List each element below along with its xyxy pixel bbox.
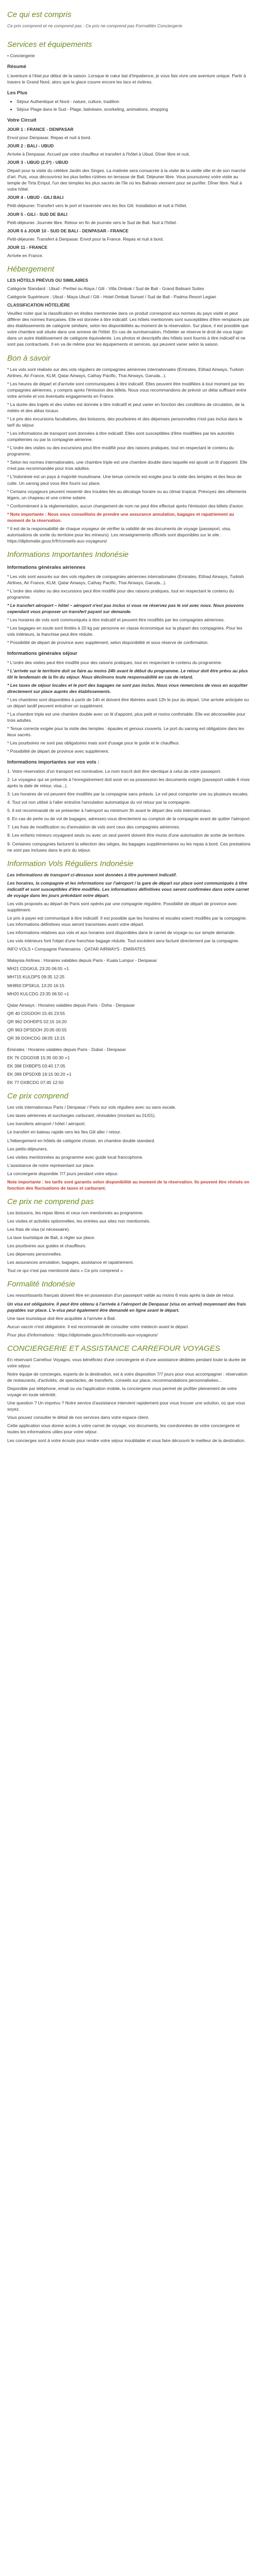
paragraph: Emirates : Horaires valables depuis Paris - Dubaï - Denpasar [7, 1046, 126, 1052]
section-title-ce-prix-ne-comprend-pas: Ce prix ne comprend pas [7, 1197, 94, 1206]
paragraph: 2. Le voyageur qui se présente à l'enregistrement doit avoir en sa possession les documents exigés (passeport valide 6 mois après la date de retour, visa...). [7, 777, 250, 789]
paragraph: EK 399 DPSDXB 19:15 00:20 +1 [7, 1072, 72, 1077]
paragraph: Envol pour Denpasar. Repas et nuit à bord. [7, 134, 92, 140]
paragraph: QR 40 CDGDOH 15:45 23:55 [7, 1010, 65, 1016]
paragraph: * Conformément à la réglementation, aucun changement de nom ne peut être effectué après l'émission des billets d'avion. [7, 503, 245, 509]
paragraph: Une question ? Un imprévu ? Notre service d'assistance intervient rapidement pour vous trouver une solution, où que vous soyez. [7, 1400, 245, 1412]
paragraph: Arrivée à Denpasar. Accueil par votre chauffeur et transfert à l'hôtel à Ubud. Dîner libre et nuit. [7, 151, 190, 157]
paragraph: Malaysia Airlines : Horaires valables depuis Paris - Kuala Lumpur - Denpasar [7, 958, 157, 963]
paragraph: * Les heures de départ et d'arrivée sont communiquées à titre indicatif. Elles peuvent être modifiées à tout moment par les compagnies aériennes, y compris après l'émission des billets. Nous vous recommandons de prévoir un délai suffisant entre votre arrivée et vos éventuels engagements en France. [7, 381, 247, 399]
section-title-formalite-indonesie: Formalité Indonésie [7, 1280, 75, 1289]
paragraph: 7. Les frais de modification ou d'annulation de vols sont ceux des compagnies aériennes. [7, 824, 181, 830]
paragraph: 3. Les horaires de vol peuvent être modifiés par la compagnie sans préavis. Le vol peut comporter une ou plusieurs escales. [7, 791, 249, 797]
paragraph: EK 76 CDGDXB 15:35 00:30 +1 [7, 1055, 70, 1061]
paragraph: * Les bagages en soute sont limités à 20 kg par personne en classe économique sur la plupart des compagnies. Pour les vols intérieurs, la franchise peut être réduite. [7, 625, 243, 637]
paragraph: CLASSIFICATION HÔTELIÈRE [7, 302, 70, 308]
paragraph: 6. En cas de perte ou de vol de bagages, adressez-vous directement au comptoir de la compagnie avant de quitter l'aéroport. [7, 816, 251, 822]
paragraph: Qatar Airways : Horaires valables depuis Paris - Doha - Denpasar [7, 1002, 135, 1008]
paragraph: MH20 KULCDG 23:35 06:50 +1 [7, 991, 69, 996]
paragraph: Les taxes aériennes et surcharges carburant, révisables (montant au 01/01). [7, 1113, 156, 1118]
paragraph: * Les vols sont réalisés sur des vols réguliers de compagnies aériennes internationales (Emirates, Etihad Airways, Turkish Airlines, Air France, KLM, Qatar Airways, Cathay Pacific, Thai Airways, Garuda...). [7, 366, 244, 378]
paragraph: 8. Les enfants mineurs voyageant seuls ou avec un seul parent doivent être munis d'une autorisation de sortie de territoire. [7, 833, 246, 838]
section-title-conciergerie-et-assistance-carrefour-voyages: CONCIERGERIE ET ASSISTANCE CARREFOUR VOYAGES [7, 1344, 220, 1353]
paragraph: * Note importante : Nous vous conseillons de prendre une assurance annulation, bagages et rapatriement au moment de la réservation. [7, 511, 234, 523]
paragraph: Le prix à payer est communiqué à titre indicatif. Il est possible que les horaires et escales soient modifiés par la compagnie. Les informations définitives vous seront transmises avant votre départ. [7, 916, 247, 927]
paragraph: JOUR 2 : BALI - UBUD [7, 143, 54, 148]
section-title-services-et-equipements: Services et équipements [7, 40, 92, 49]
paragraph: JOUR 4 - UBUD - GILI BALI [7, 195, 64, 200]
paragraph: * Les taxes de séjour locales et le port des bagages ne sont pas inclus. Nous vous remercions de vous en acquitter directement sur place auprès des établissements. [7, 682, 248, 694]
section-title-bon-a-savoir: Bon à savoir [7, 353, 51, 363]
paragraph: JOUR 6 à JOUR 10 - SUD DE BALI - DENPASAR - FRANCE [7, 228, 129, 233]
paragraph: Petit-déjeuner. Transfert à Denpasar. Envol pour la France. Repas et nuit à bord. [7, 236, 164, 242]
paragraph: * Possibilité de départ de province avec supplément. [7, 749, 109, 754]
paragraph: Les boissons, les repas libres et ceux non mentionnés au programme. [7, 1210, 144, 1215]
paragraph: QR 39 DOHCDG 08:05 13:15 [7, 1035, 65, 1041]
paragraph: Notre équipe de concierges, experts de la destination, est à votre disposition 7/7 jours pour vous accompagner : réservation de restaurants, d'activités, de spectacles, de transferts, conseils sur place, recommandations personnalisées... [7, 1371, 248, 1383]
paragraph: Les dépenses personnelles. [7, 1251, 62, 1257]
paragraph: * Les horaires de vols sont communiqués à titre indicatif et peuvent être modifiés par les compagnies aériennes. [7, 617, 225, 622]
paragraph: L'assistance de notre représentant sur place. [7, 1162, 95, 1168]
paragraph: * Tenue correcte exigée pour la visite des temples : épaules et genoux couverts. Le port du sarong est obligatoire dans les lieux sacrés. [7, 726, 245, 738]
subheading: Informations générales aériennes [7, 565, 86, 571]
section-title-information-vols-reguliers-indonesie: Information Vols Réguliers Indonésie [7, 859, 134, 868]
paragraph: QR 963 DPSDOH 20:05 00:55 [7, 1027, 67, 1032]
paragraph: Les vols intérieurs font l'objet d'une franchise bagage réduite. Tout excédent sera facturé directement par la compagnie. [7, 938, 239, 944]
paragraph: Catégorie Standard : Ubud - Pertiwi ou Alaya / Gili - Villa Ombak / Sud de Bali - Grand Balisani Suites [7, 285, 204, 291]
paragraph: Une taxe touristique doit être acquittée à l'arrivée à Bali. [7, 1315, 116, 1321]
paragraph: * L'ordre des visites ou des excursions peut être modifié pour des raisons pratiques, tout en respectant le contenu du programme. [7, 445, 234, 457]
paragraph: Les informations de transport ci-dessous sont données à titre purement indicatif. [7, 872, 177, 877]
paragraph: 5. Il est recommandé de se présenter à l'aéroport au minimum 3h avant le départ des vols internationaux. [7, 808, 212, 814]
paragraph: JOUR 11 - FRANCE [7, 244, 47, 250]
paragraph: L'aventure à l'état pur début de la saison. Lorsque le cœur bat d'impatience, je vous fais vivre une aventure unique. Partir à travers le Grand Nord, alors que la glace couvre encore les lacs et rivières. [7, 73, 246, 84]
paragraph: 1. Votre réservation d'un transport est nominative. Le nom inscrit doit être identique à celui de votre passeport. [7, 768, 221, 774]
paragraph: Pour plus d'informations : https://diplomatie.gouv.fr/fr/conseils-aux-voyageurs/ [7, 1332, 158, 1337]
paragraph: Départ pour la visite du célèbre Jardin des Singes. La matinée sera consacrée à la visite de la vieille ville et de son marché d'art. Puis, vous découvrirez les plus belles rizières en terrasse de Bali. Déjeuner libre. Vous poursuivrez votre visite au temple de Tirta Empul, l'un des temples les plus sacrés de l'île où les Balinais viennent pour se purifier. Dîner libre. Nuit à votre hôtel. [7, 168, 246, 192]
paragraph: * La durée des trajets et des visites est donnée à titre indicatif et peut varier en fonction des conditions de circulation, de la météo et des aléas locaux. [7, 401, 245, 413]
paragraph: La conciergerie disponible 7/7 jours pendant votre séjour. [7, 1171, 119, 1176]
subheading: Les Plus [7, 90, 28, 96]
paragraph: * L'arrivée sur le territoire doit se faire au moins 24h avant le début du programme. Le retour doit être prévu au plus tôt le lendemain de la fin du séjour. Nous déclinons toute responsabilité en cas de retard. [7, 668, 248, 680]
paragraph: MH850 DPSKUL 13:20 16:15 [7, 982, 64, 988]
section-title-informations-importantes-indonesie: Informations Importantes Indonésie [7, 550, 129, 560]
paragraph: L'hébergement en hôtels de catégorie choisie, en chambre double standard. [7, 1138, 155, 1143]
paragraph: * Certains voyageurs peuvent ressentir des troubles liés au décalage horaire ou au climat tropical. Prévoyez des vêtements légers, un chapeau et une crème solaire. [7, 488, 247, 500]
paragraph: INFO VOLS • Compagnie Partenaires : QATAR AIRWAYS - EMIRATES [7, 946, 146, 952]
paragraph: Petit-déjeuner. Transfert vers le port et traversée vers les îles Gili. Installation et nuit à l'hôtel. [7, 203, 187, 209]
paragraph: Les frais de visa (si nécessaire). [7, 1227, 70, 1232]
paragraph: MH715 KULDPS 09:35 12:25 [7, 974, 65, 980]
paragraph: Petit-déjeuner. Journée libre. Retour en fin de journée vers le Sud de Bali. Nuit à l'hôtel. [7, 219, 178, 225]
paragraph: LES HÔTELS PRÉVUS OU SIMILAIRES [7, 277, 88, 283]
paragraph: Cette application vous donne accès à votre carnet de voyage, vos documents, les coordonnées de votre conciergerie et toutes les informations utiles pour votre séjour. [7, 1423, 240, 1435]
section-title-hebergement: Hébergement [7, 264, 54, 274]
paragraph: Les transferts aéroport / hôtel / aéroport. [7, 1121, 86, 1127]
paragraph: * L'ordre des visites peut être modifié pour des raisons pratiques, tout en respectant le contenu du programme. [7, 659, 222, 665]
paragraph: EK 398 DXBDPS 03:40 17:05 [7, 1063, 66, 1069]
subheading: Votre Circuit [7, 117, 37, 124]
paragraph: Ce prix comprend et ne comprend pas : Ce prix ne comprend pas Formalités Conciergerie [7, 23, 183, 28]
subheading: Résumé [7, 64, 26, 70]
paragraph: JOUR 5 - GILI - SUD DE BALI [7, 211, 68, 217]
paragraph: QR 962 DOHDPS 02:15 16:20 [7, 1019, 67, 1024]
paragraph: * La chambre triple est une chambre double avec un lit d'appoint, plus petit et moins confortable. Elle est déconseillée pour trois adultes. [7, 711, 246, 723]
paragraph: Note importante : les tarifs sont garantis selon disponibilité au moment de la réservation. Ils peuvent être révisés en fonction des fluctuations de taxes et carburant. [7, 1179, 250, 1191]
spacer [7, 31, 251, 34]
paragraph: Les concierges sont à votre écoute pour rendre votre séjour inoubliable et vous faire découvrir le meilleur de la destination. [7, 1437, 246, 1443]
paragraph: Les pourboires aux guides et chauffeurs. [7, 1243, 87, 1249]
paragraph: * Les chambres sont disponibles à partir de 14h et doivent être libérées avant 12h le jour du départ. Une arrivée anticipée ou un départ tardif peuvent entraîner un supplément. [7, 697, 249, 709]
paragraph: Les assurances annulation, bagages, assistance et rapatriement. [7, 1260, 134, 1265]
paragraph: Les ressortissants français doivent être en possession d'un passeport valide au moins 6 mois après la date de retour. [7, 1293, 235, 1298]
list-item: • Séjour Authentique et Nord - nature, culture, tradition [17, 98, 251, 105]
subheading: Informations importantes sur vos vols : [7, 759, 100, 766]
section-title-ce-prix-comprend: Ce prix comprend [7, 1092, 69, 1101]
paragraph: Vous pouvez consulter le détail de nos services dans votre espace client. [7, 1415, 149, 1420]
paragraph: Disponible par téléphone, email ou via l'application mobile, la conciergerie vous permet de profiter pleinement de votre voyage en toute sérénité. [7, 1386, 237, 1398]
bullet-list [7, 98, 251, 112]
section-title-ce-qui-est-compris: Ce qui est compris [7, 10, 72, 19]
paragraph: JOUR 3 - UBUD (2.5*) - UBUD [7, 160, 69, 165]
paragraph: * Les vols sont assurés sur des vols réguliers de compagnies aériennes internationales (Emirates, Etihad Airways, Turkish Airlines, Air France, KLM, Qatar Airways, Cathay Pacific, Thai Airways, Garuda...). [7, 573, 244, 585]
list-item: • Séjour Plage dans le Sud - Plage, balnéaire, snorkeling, animations, shopping [17, 106, 251, 112]
paragraph: * Les pourboires ne sont pas obligatoires mais sont d'usage pour le guide et le chauffeur. [7, 740, 180, 746]
paragraph: Veuillez noter que la classification en étoiles mentionnée dans ce produit correspond aux normes du pays visité et peut différer des normes françaises. Elle est donnée à titre indicatif. Les hôtels mentionnés sont susceptibles d'être remplacés par des établissements de catégorie similaire, selon les disponibilités au moment de la réservation. Sur place, il est possible que votre chambre soit située dans une annexe de l'hôtel. En cas de surréservation, l'hôtelier se réserve le droit de vous loger dans un autre établissement de catégorie équivalente. Les photos et descriptifs des hôtels sont fournis à titre indicatif et ne sont pas contractuels. Il en va de même pour les équipements et services, qui peuvent varier selon la saison. [7, 311, 250, 347]
paragraph: 4. Tout vol non utilisé à l'aller entraîne l'annulation automatique du vol retour par la compagnie. [7, 800, 191, 805]
paragraph: * L'Indonésie est un pays à majorité musulmane. Une tenue correcte est exigée pour la visite des temples et des lieux de culte. Un sarong peut vous être fourni sur place. [7, 474, 242, 486]
paragraph: Les informations relatives aux vols et aux horaires sont disponibles dans le carnet de voyage ou sur simple demande. [7, 930, 236, 936]
paragraph: * Il est de la responsabilité de chaque voyageur de vérifier la validité de ses documents de voyage (passeport, visa, autorisations de sortie du territoire pour les mineurs). Les renseignements officiels sont disponibles sur le site : https://diplomatie.gouv.fr/fr/conseils-aux-voyageurs/ [7, 526, 231, 544]
paragraph: La taxe touristique de Bali, à régler sur place. [7, 1235, 95, 1241]
subheading: Informations générales séjour [7, 651, 77, 657]
paragraph: Catégorie Supérieure : Ubud - Maya Ubud / Gili - Hotel Ombak Sunset / Sud de Bali - Padma Resort Legian [7, 294, 216, 300]
paragraph: * Le prix des excursions facultatives, des boissons, des pourboires et des dépenses personnelles n'est pas inclus dans le tarif du séjour. [7, 416, 243, 428]
paragraph: Tout ce qui n'est pas mentionné dans « Ce prix comprend ». [7, 1268, 124, 1274]
paragraph: 9. Certaines compagnies facturent la sélection des sièges, les bagages supplémentaires ou les repas à bord. Ces prestations ne sont pas incluses dans le prix du séjour. [7, 841, 251, 853]
paragraph: Les vols internationaux Paris / Denpasar / Paris sur vols réguliers avec ou sans escale. [7, 1105, 176, 1110]
paragraph: Un visa est obligatoire. Il peut être obtenu à l'arrivée à l'aéroport de Denpasar (visa on arrival) moyennant des frais payables sur place. L'e-visa peut également être demandé en ligne avant le départ. [7, 1301, 246, 1313]
paragraph: EK 77 DXBCDG 07:45 12:50 [7, 1080, 64, 1086]
paragraph: * Selon les normes internationales, une chambre triple est une chambre double dans laquelle est ajouté un lit d'appoint. Elle n'est pas recommandée pour trois adultes. [7, 460, 248, 471]
paragraph: Le transfert en bateau rapide vers les îles Gili aller / retour. [7, 1129, 121, 1135]
paragraph: Les petits-déjeuners. [7, 1146, 48, 1151]
paragraph: Les visites et activités optionnelles, les entrées aux sites non mentionnés. [7, 1218, 151, 1224]
paragraph: * Le transfert aéroport – hôtel – aéroport n'est pas inclus si vous ne réservez pas le vol avec nous. Nous pouvons cependant vous proposer un transfert payant sur demande. [7, 602, 244, 614]
paragraph: * Possibilité de départ de province avec supplément, selon disponibilité et sous réserve de confirmation. [7, 640, 209, 646]
paragraph: En réservant Carrefour Voyages, vous bénéficiez d'une conciergerie et d'une assistance dédiées pendant toute la durée de votre séjour. [7, 1357, 246, 1368]
paragraph: * L'ordre des visites ou des excursions peut être modifié pour des raisons pratiques, tout en respectant le contenu du programme. [7, 588, 234, 600]
paragraph: * Les informations de transport sont données à titre indicatif. Elles sont susceptibles d'être modifiées par les autorités compétentes ou par la compagnie aérienne. [7, 431, 234, 443]
paragraph: Les vols proposés au départ de Paris sont opérés par une compagnie régulière. Possibilité de départ de province avec supplément. [7, 901, 237, 912]
paragraph: JOUR 1 : FRANCE - DENPASAR [7, 126, 74, 132]
paragraph: Les horaires, la compagnie et les informations sur l'aéroport / la gare de départ sur place sont communiqués à titre indicatif et sont susceptibles d'être modifiés. Les informations définitives vous seront confirmées dans votre carnet de voyage dans les jours précédant votre départ. [7, 880, 249, 898]
paragraph: MH21 CDGKUL 23:20 06:55 +1 [7, 966, 69, 972]
paragraph: Les visites mentionnées au programme avec guide local francophone. [7, 1154, 143, 1160]
paragraph: Arrivée en France. [7, 252, 43, 258]
paragraph: • Conciergerie [7, 53, 35, 59]
paragraph: Aucun vaccin n'est obligatoire. Il est recommandé de consulter votre médecin avant le départ. [7, 1324, 189, 1329]
